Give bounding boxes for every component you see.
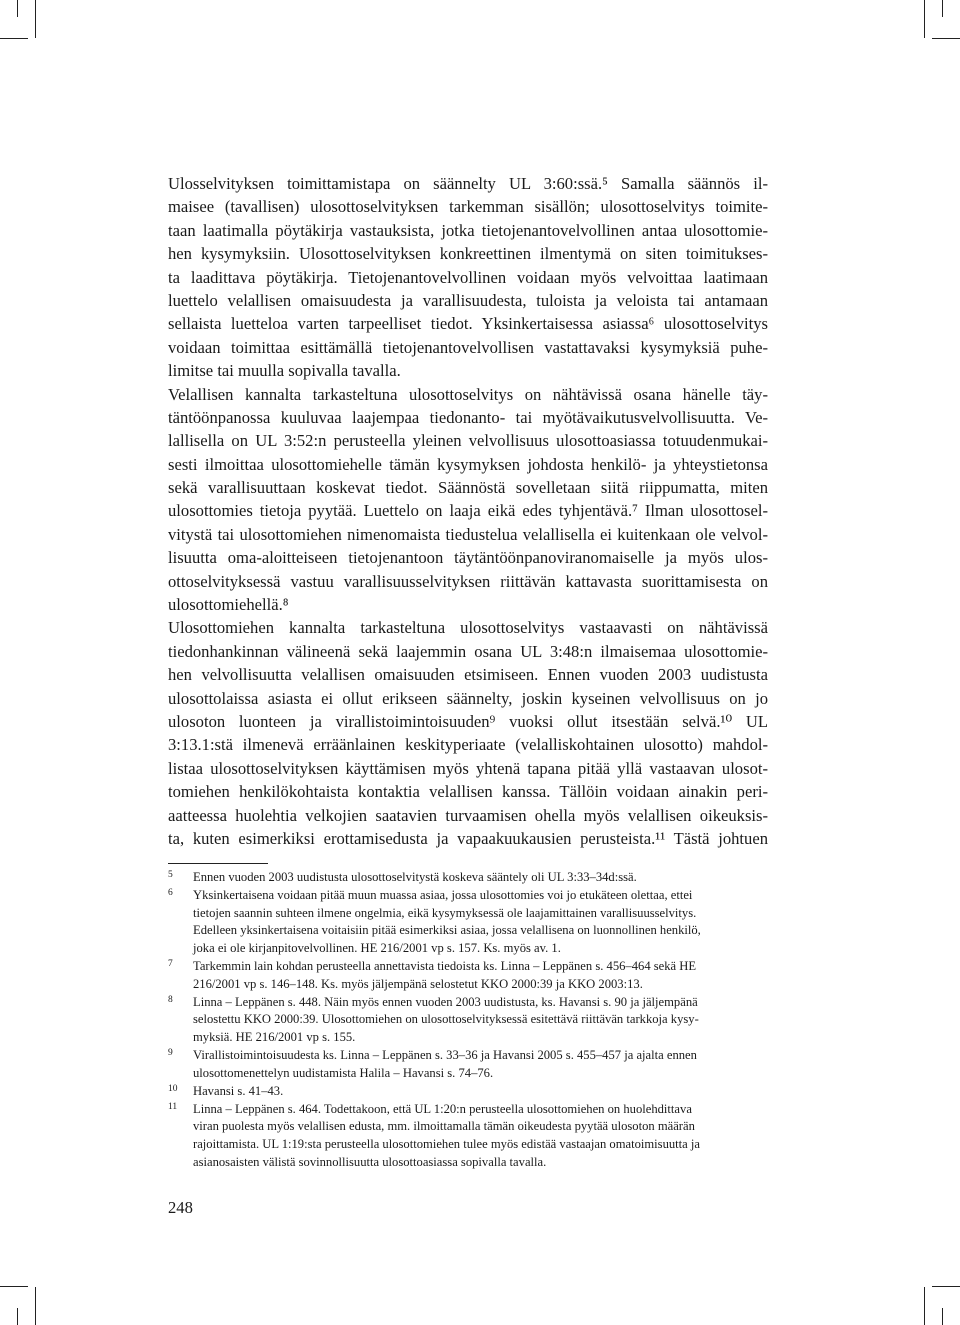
text-line: voidaan toimittaa esittämällä tietojenantovelvollisen vastattavaksi kysymyksiä puhe- [168, 337, 768, 357]
text-line: sekä varallisuuttaan koskevat tiedot. Säännöstä sovelletaan siitä riippumatta, miten [168, 478, 768, 498]
footnote-number: 5 [168, 870, 173, 880]
footnote-line [168, 976, 768, 994]
text-line: ulosoton luonteen ja virallistoimintoisuuden⁹ vuoksi ollut itsestään selvä.¹⁰ UL [168, 711, 768, 731]
footnote-text: Linna – Leppänen s. 448. Näin myös ennen vuoden 2003 uudistusta, ks. Havansi s. 90 ja jäljempänä [193, 994, 698, 1009]
footnote-line [168, 1118, 768, 1136]
footnote-line [168, 1047, 768, 1065]
text-line: hen kysymyksiin. Ulosottoselvityksen konkreettinen ilmentymä on siten toimitukses- [168, 244, 768, 264]
text-line: luettelo velallisen omaisuudesta ja varallisuudesta, tuloista ja veloista tai antamaan [168, 290, 768, 310]
footnote-number: 10 [168, 1083, 178, 1094]
text-line: maisee (tavallisen) ulosottoselvityksen tarkemman sisällön; ulosottoselvitys toimite- [168, 197, 768, 217]
footnote-number: 9 [168, 1047, 173, 1058]
text-line: listaa ulosottoselvityksen käyttämisen myös yhtenä tapana pitää yllä vastaavan ulosot- [168, 758, 768, 778]
footnote-line [168, 1011, 768, 1029]
footnote-text: joka ei ole kirjanpitovelvollinen. HE 216/2001 vp s. 157. Ks. myös av. 1. [193, 940, 561, 955]
text-line: Ulosottomiehen kannalta tarkasteltuna ulosottoselvitys vastaavasti on nähtävissä [168, 618, 768, 638]
footnote-text: viran puolesta myös velallisen edusta, mm. ilmoittamalla tämän oikeudesta pyytää ulosoton määrän [193, 1119, 695, 1134]
text-line: limitse tai muulla sopivalla tavalla. [168, 361, 401, 381]
text-line: aatteessa huolehtia velkojien saatavien turvaamisen ohella myös velallisen oikeuksis- [168, 805, 768, 825]
text-line: Velallisen kannalta tarkasteltuna ulosottoselvitys on nähtävissä osana hänelle täy- [168, 384, 768, 404]
text-line: hen velvollisuutta velallisen omaisuuden etsimiseen. Ennen vuoden 2003 uudistusta [168, 665, 768, 685]
text-line: sesti ilmoittaa ulosottomiehelle tämän kysymyksen johdosta henkilö- ja yhteystietonsa [168, 454, 768, 474]
body-text [168, 172, 768, 850]
footnote-line [168, 1083, 768, 1101]
text-line: tiedonhankinnan välineenä sekä laajemmin osana UL 3:48:n ilmaisemaa ulosottomie- [168, 641, 768, 661]
footnote-text: Yksinkertaisena voidaan pitää muun muassa asiaa, jossa ulosottomies voi jo etukäteen olettaa, ettei [193, 888, 693, 903]
footnote-text: myksiä. HE 216/2001 vp s. 155. [193, 1029, 356, 1044]
text-line: 3:13.1:stä ilmenevä erräänlainen keskityperiaate (velalliskohtainen ulosotto) mahdol- [168, 735, 768, 755]
footnote-line [168, 1101, 768, 1119]
text-line: ulosottomies tietoja pyytää. Luettelo on laaja eikä edes tyhjentävä.⁷ Ilman ulosottosel- [168, 501, 768, 521]
footnote-text: Havansi s. 41–43. [193, 1083, 284, 1098]
footnote-separator [168, 863, 268, 864]
footnote-line [168, 922, 768, 940]
text-line: ottoselvityksessä vastuu varallisuusselvityksen riittävän kattavasta suorittamisesta on [168, 571, 768, 591]
footnote-line [168, 905, 768, 923]
footnote-text: Linna – Leppänen s. 464. Todettakoon, että UL 1:20:n perusteella ulosottomiehen on huolehdittava [193, 1101, 692, 1116]
footnote-line [168, 1065, 768, 1083]
footnote-line [168, 1154, 768, 1172]
footnotes [168, 869, 768, 1171]
footnote-text: Tarkemmin lain kohdan perusteella annettavista tiedoista ks. Linna – Leppänen s. 456–464 sekä HE [193, 958, 697, 973]
page-number: 248 [168, 1198, 193, 1217]
footnote-text: rajoittamista. UL 1:19:sta perusteella ulosottomiehen tulee myös edistää vastaajan omatoimisuutta ja [193, 1136, 701, 1151]
footnote-line [168, 940, 768, 958]
footnote-text: tietojen saannin suhteen ilmene ongelmia, eikä kysymyksessä ole laajamittainen varallisuusselvitys. [193, 905, 697, 920]
footnote-line [168, 1029, 768, 1047]
text-line: täntöönpanossa kuuluvaa laajempaa tiedonanto- tai myötävaikutusvelvollisuutta. Ve- [168, 407, 768, 427]
text-line: ta laadittava pöytäkirja. Tietojenantovelvollinen voidaan myös velvoittaa laatimaan [168, 267, 768, 287]
text-line: tomiehen henkilökohtaista kontaktia velallisen kanssa. Tällöin voidaan ainakin peri- [168, 782, 768, 802]
footnote-number: 8 [168, 994, 173, 1005]
text-line: taan laatimalla pöytäkirja vastauksista, jotka tietojenantovelvollinen antaa ulosottomie- [168, 220, 768, 240]
footnote-line [168, 887, 768, 905]
footnote-text: Ennen vuoden 2003 uudistusta ulosottoselvitystä koskeva sääntely oli UL 3:33–34d:ssä. [193, 870, 637, 884]
text-line: ulosottolaissa asiasta ei ollut erikseen säännelty, joskin kyseinen velvollisuus on jo [168, 688, 768, 708]
footnote-line [168, 958, 768, 976]
footnote-number: 11 [168, 1101, 178, 1112]
footnote-line [168, 869, 768, 887]
footnote-text: Virallistoimintoisuudesta ks. Linna – Leppänen s. 33–36 ja Havansi 2005 s. 455–457 ja ajalta ennen [193, 1047, 697, 1062]
footnote-text: asianosaisten välistä sovinnollisuutta ulosottoasiassa sopivalla tavalla. [193, 1154, 547, 1169]
footnote-line [168, 994, 768, 1012]
text-line: ulosottomiehellä.⁸ [168, 595, 289, 615]
footnote-text: 216/2001 vp s. 146–148. Ks. myös jäljempänä selostetut KKO 2000:39 ja KKO 2003:13. [193, 976, 643, 991]
text-line: vitystä tai ulosottomiehen nimenomaista tiedustelua velallisella ei kuitenkaan ole velvol- [168, 524, 768, 544]
text-line: Ulosselvityksen toimittamistapa on säännelty UL 3:60:ssä.⁵ Samalla säännös il- [168, 174, 768, 193]
footnote-line [168, 1136, 768, 1154]
footnote-number: 6 [168, 888, 173, 899]
text-line: lallisella on UL 3:52:n perusteella yleinen velvollisuus ulosottoasiassa totuudenmukai- [168, 431, 768, 451]
footnote-text: ulosottomenettelyn uudistamista Halila – Havansi s. 74–76. [193, 1065, 494, 1080]
text-line: sellaista luetteloa varten tarpeelliset tiedot. Yksinkertaisessa asiassa⁶ ulosottoselvitys [168, 314, 768, 334]
footnote-text: Edelleen yksinkertaisena voitaisiin pitää esimerkiksi asiaa, jossa velallisena on luonnollinen henkilö, [193, 923, 701, 938]
text-line: ta, kuten esimerkiksi erottamisedusta ja vapaakuukausien perusteista.¹¹ Tästä johtuen [168, 828, 768, 848]
footnote-number: 7 [168, 958, 173, 969]
footnote-text: selostettu KKO 2000:39. Ulosottomiehen on ulosottoselvityksessä esitettävä riittävän tarkkoja kysy- [193, 1012, 699, 1027]
text-line: lisuutta oma-aloitteiseen tietojenantoon täytäntöönpanoviranomaiselle ja myös ulos- [168, 548, 768, 568]
